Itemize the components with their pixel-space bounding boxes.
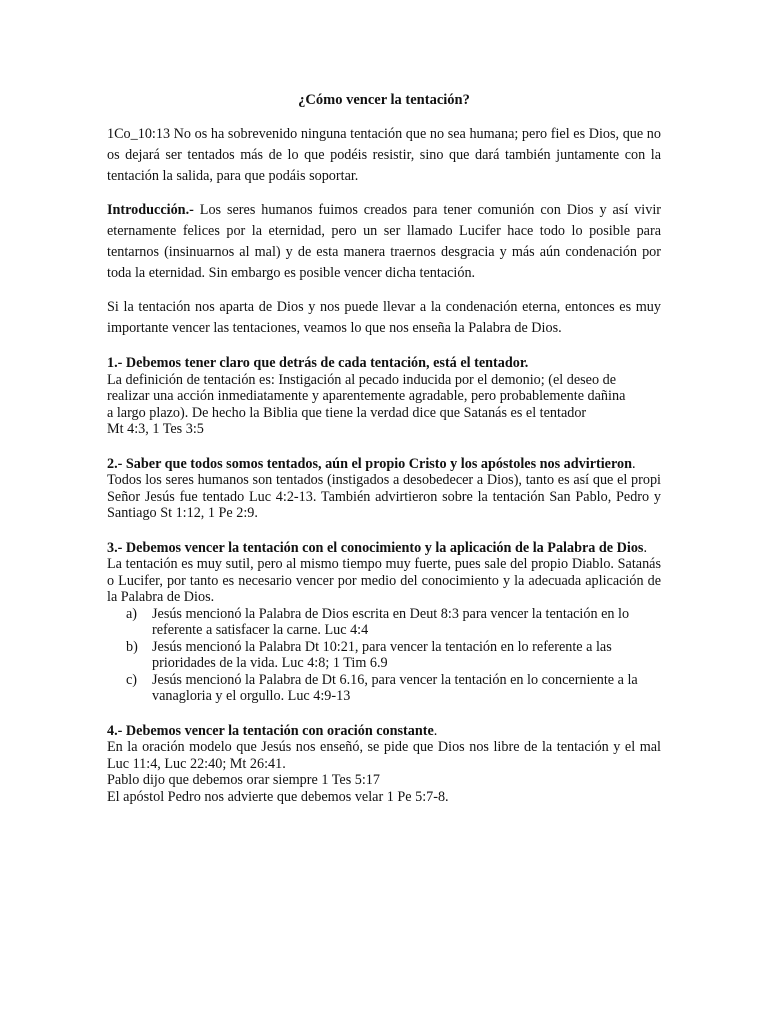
section-1-line: La definición de tentación es: Instigación al pecado inducida por el demonio; (el deseo de xyxy=(107,371,616,388)
section-1-line: Mt 4:3, 1 Tes 3:5 xyxy=(107,421,204,437)
purpose-paragraph: Si la tentación nos aparta de Dios y nos puede llevar a la condenación eterna, entonces es muy importante vencer las tentaciones, veamos lo que nos enseña la Palabra de Dios. xyxy=(107,299,661,336)
verse-paragraph: 1Co_10:13 No os ha sobrevenido ninguna tentación que no sea humana; pero fiel es Dios, que no os dejará ser tentados más de lo que podéis resistir, sino que dará también juntamente con la tentación la salida, para que podáis soportar. xyxy=(107,126,661,184)
list-marker: a) xyxy=(126,605,138,622)
section-2-heading-tail: . xyxy=(632,455,636,472)
list-item-text: Jesús mencionó la Palabra Dt 10:21, para vencer la tentación en lo referente a las prioridades de la vida. Luc 4:8; 1 Tim 6.9 xyxy=(152,638,612,671)
section-4-line: Pablo dijo que debemos orar siempre 1 Tes 5:17 xyxy=(107,772,380,788)
section-2 xyxy=(107,456,661,522)
list-item xyxy=(107,606,661,639)
section-3-heading xyxy=(107,540,661,557)
section-1 xyxy=(107,355,661,438)
section-2-heading xyxy=(107,456,661,473)
section-2-heading-text: 2.- Saber que todos somos tentados, aún el propio Cristo y los apóstoles nos advirtieron xyxy=(107,455,632,472)
section-1-line: realizar una acción inmediatamente y aparentemente agradable, pero probablemente dañina xyxy=(107,388,626,404)
page-title: ¿Cómo vencer la tentación? xyxy=(298,92,470,108)
list-item-text: Jesús mencionó la Palabra de Dios escrita en Deut 8:3 para vencer la tentación en lo referente a satisfacer la carne. Luc 4:4 xyxy=(152,605,630,638)
section-3-body: La tentación es muy sutil, pero al mismo tiempo muy fuerte, pues sale del propio Diablo. Satanás o Lucifer, por tanto es necesario vencer por medio del conocimiento y la adecuada aplicación de la Palabra de Dios. xyxy=(107,556,661,605)
section-4-body: En la oración modelo que Jesús nos enseñó, se pide que Dios nos libre de la tentación y el mal Luc 11:4, Luc 22:40; Mt 26:41. xyxy=(107,739,661,772)
section-1-line: a largo plazo). De hecho la Biblia que tiene la verdad dice que Satanás es el tentador xyxy=(107,404,587,421)
section-3 xyxy=(107,540,661,705)
section-4-heading-tail: . xyxy=(433,722,438,739)
intro-paragraph xyxy=(107,200,661,284)
section-2-body: Todos los seres humanos son tentados (instigados a desobedecer a Dios), tanto es así que el propi Señor Jesús fue tentado Luc 4:2-13. También advirtieron sobre la tentación San Pablo, Pedro y Santiago St 1:12, 1 Pe 2:9. xyxy=(107,472,661,521)
section-3-heading-tail: . xyxy=(643,539,647,556)
section-4-line: El apóstol Pedro nos advierte que debemos velar 1 Pe 5:7-8. xyxy=(107,788,449,805)
section-4-heading-text: 4.- Debemos vencer la tentación con oración constante xyxy=(107,722,434,739)
list-marker: b) xyxy=(126,638,138,655)
list-item-text: Jesús mencionó la Palabra de Dt 6.16, para vencer la tentación en lo concerniente a la vanagloria y el orgullo. Luc 4:9-13 xyxy=(152,671,638,704)
section-3-list xyxy=(107,606,661,705)
document-body xyxy=(107,90,661,823)
section-4-heading xyxy=(107,723,661,740)
list-marker: c) xyxy=(126,671,138,688)
intro-text: Los seres humanos fuimos creados para tener comunión con Dios y así vivir eternamente felices por la eternidad, pero un ser llamado Lucifer hace todo lo posible para tentarnos (insinuarnos al mal) y de esta manera traernos desgracia y más aún condenación por toda la eternidad. Sin embargo es posible vencer dicha tentación. xyxy=(107,202,661,281)
section-4 xyxy=(107,723,661,806)
intro-label: Introducción.- xyxy=(107,202,194,218)
section-3-heading-text: 3.- Debemos vencer la tentación con el conocimiento y la aplicación de la Palabra de Dios xyxy=(107,539,644,556)
section-1-heading: 1.- Debemos tener claro que detrás de cada tentación, está el tentador. xyxy=(107,355,529,371)
list-item xyxy=(107,672,661,705)
list-item xyxy=(107,639,661,672)
